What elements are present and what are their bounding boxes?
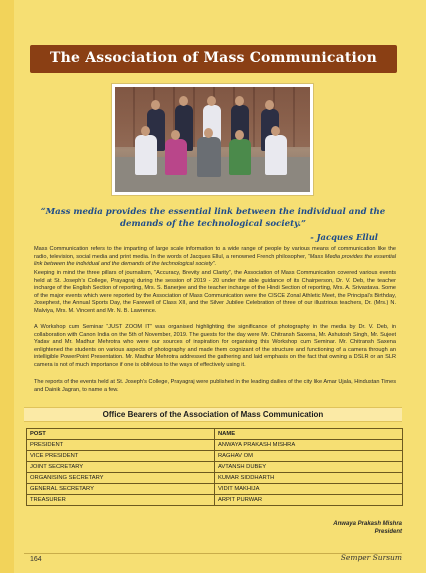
page-title: The Association of Mass Communication xyxy=(50,50,377,66)
table-row xyxy=(27,495,403,506)
group-photo xyxy=(112,84,313,195)
paragraph-1-quote: “Mass Media provides the essential link between the individual and the demands of the technological society”. xyxy=(34,253,396,268)
paragraph-1 xyxy=(34,246,396,269)
signature-name: Anwaya Prakash Mishra xyxy=(333,521,402,527)
left-rail xyxy=(0,0,14,573)
paragraph-2: Keeping in mind the three pillars of journalism, “Accuracy, Brevity and Clarity”, the Association of Mass Communication covered various events held at St. Joseph’s College, Prayagraj during the session of 2019 - 20 under the able guidance of its Chairperson, Dr. V. Deb, the teacher incharge of the English Section of reporting, Mrs. S. Banerjee and the teacher incharge of the Hindi Section of reporting, Mrs. A. Srivastava. Some of the major events which were reported by the Association of Mass Communication were the CISCE Zonal Athletic Meet, the Principal’s Birthday, Josephest, the Annual Sports Day, the Farewell of Class XII, and the Silver Jubilee Celebration of three of our illustrious teachers, Dr. (Mrs.) N. Malviya, Mrs. M. Vincent and Mr. N. B. Lawrence. xyxy=(34,270,396,314)
group-photo-image xyxy=(115,87,310,192)
name-cell: AVTANSH DUBEY xyxy=(215,462,403,473)
name-cell: VIDIT MAKHIJA xyxy=(215,484,403,495)
signature-role: President xyxy=(374,529,402,535)
office-bearers-table xyxy=(26,428,403,506)
table-row xyxy=(27,473,403,484)
table-row xyxy=(27,440,403,451)
column-header-post: POST xyxy=(27,429,215,440)
footer-brand: Semper Sursum xyxy=(340,553,402,562)
post-cell: GENERAL SECRETARY xyxy=(27,484,215,495)
office-bearers-header xyxy=(24,407,402,422)
paragraph-4: The reports of the events held at St. Joseph’s College, Prayagraj were published in the leading dailies of the city like Amar Ujala, Hindustan Times and Dainik Jagran, to name a few. xyxy=(34,379,396,393)
table-header-row xyxy=(27,429,403,440)
title-bar xyxy=(30,45,397,73)
table-row xyxy=(27,462,403,473)
paragraph-3: A Workshop cum Seminar “JUST ZOOM IT” was organised highlighting the significance of photography in the media by Dr. V. Deb, in collaboration with Canon India on the 5th of November, 2019. The guests for the day were Mr. Chitransh Saxena, Mr. Ashutosh Singh, Mr. Sujeet Yadav and Mr. Madhur Mehrotra who were our sources of inspiration for organising this Workshop cum Seminar. Mr. Chitransh Saxena enlightened the students on various aspects of photography and made them cognizant of the structure and functioning of a camera through an intelligible PowerPoint Presentation. Mr. Madhur Mehrotra addressed the gathering and laid emphasis on the fact that owning a DSLR or an SLR camera is not of much importance if one is oblivious to the ways of effectively using it. xyxy=(34,324,396,368)
post-cell: PRESIDENT xyxy=(27,440,215,451)
name-cell: KUMAR SIDDHARTH xyxy=(215,473,403,484)
column-header-name: NAME xyxy=(215,429,403,440)
paragraph-1-text: Mass Communication refers to the imparting of large scale information to a wide range of people by various means of communication like the radio, television, social media and print media. In the words of Jacques Ellul, a renowned French philosopher, xyxy=(34,246,396,260)
name-cell: RAGHAV OM xyxy=(215,451,403,462)
post-cell: VICE PRESIDENT xyxy=(27,451,215,462)
name-cell: ANWAYA PRAKASH MISHRA xyxy=(215,440,403,451)
office-bearers-title: Office Bearers of the Association of Mass Communication xyxy=(102,410,324,419)
table-row xyxy=(27,484,403,495)
post-cell: JOINT SECRETARY xyxy=(27,462,215,473)
quote-text: “Mass media provides the essential link between the individual and the demands of the technological society.” xyxy=(40,207,386,229)
post-cell: TREASURER xyxy=(27,495,215,506)
quote-author: - Jacques Ellul xyxy=(310,232,378,242)
table-row xyxy=(27,451,403,462)
page-number: 164 xyxy=(30,556,42,563)
post-cell: ORGANISING SECRETARY xyxy=(27,473,215,484)
name-cell: ARPIT PURWAR xyxy=(215,495,403,506)
